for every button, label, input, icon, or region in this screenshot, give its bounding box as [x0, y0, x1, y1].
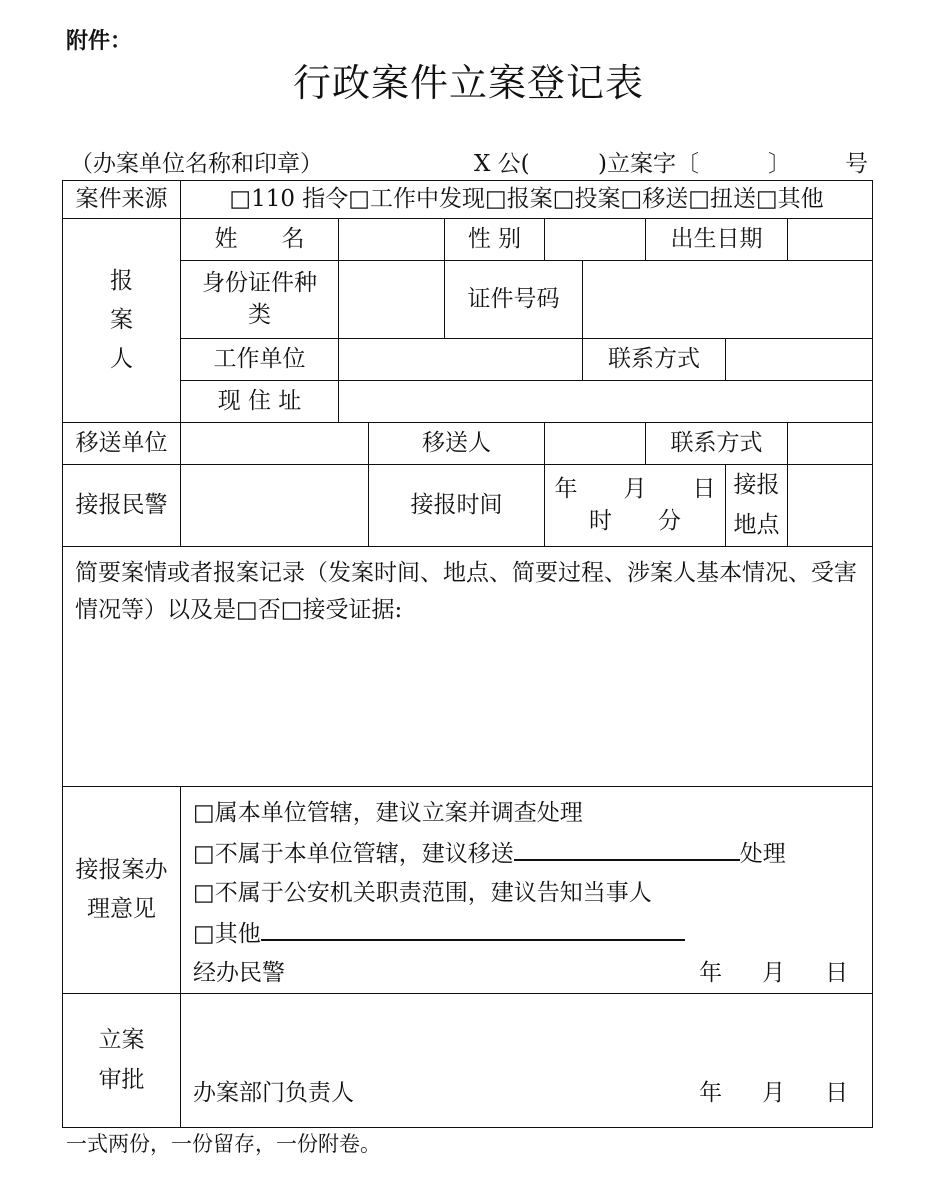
handling-date[interactable]: 年 月 日 — [699, 960, 849, 986]
workplace-field[interactable] — [339, 339, 583, 381]
dept-head-label: 办案部门负责人 — [193, 1079, 354, 1106]
opinion-label: 接报案办理意见 — [63, 787, 181, 994]
reporter-label: 报案人 — [63, 219, 181, 423]
handling-officer-label: 经办民警 — [193, 960, 285, 986]
report-time-label: 接报时间 — [369, 465, 545, 547]
transferer-field[interactable] — [545, 423, 646, 465]
opinion-option-other[interactable]: □其他 — [193, 913, 862, 953]
transferer-label: 移送人 — [369, 423, 545, 465]
address-field[interactable] — [339, 381, 873, 423]
source-label: 案件来源 — [63, 181, 181, 219]
opinion-option-transfer[interactable]: □不属于本单位管辖，建议移送 处理 — [193, 833, 862, 873]
transfer-target-underline[interactable] — [514, 833, 740, 861]
transfer-unit-label: 移送单位 — [63, 423, 181, 465]
form-title: 行政案件立案登记表 — [292, 61, 644, 105]
report-time-field[interactable] — [545, 465, 726, 547]
birth-field[interactable] — [788, 219, 873, 261]
gender-field[interactable] — [545, 219, 646, 261]
opinion-cell — [181, 787, 873, 994]
report-place-field[interactable] — [788, 465, 873, 547]
contact-field[interactable] — [726, 339, 873, 381]
header-unit-seal: （办案单位名称和印章） — [70, 151, 323, 177]
other-underline[interactable] — [261, 913, 685, 941]
contact-label: 联系方式 — [583, 339, 726, 381]
opinion-option-notify[interactable]: □不属于公安机关职责范围，建议告知当事人 — [193, 880, 652, 906]
report-time-hour: 时 分 — [589, 507, 681, 534]
header-x-gong: X 公( — [474, 151, 530, 177]
transfer-contact-field[interactable] — [788, 423, 873, 465]
address-label: 现 住 址 — [181, 381, 339, 423]
gender-label: 性 别 — [445, 219, 545, 261]
id-type-label: 身份证件种类 — [181, 261, 339, 339]
attachment-label: 附件： — [66, 29, 133, 54]
handling-officer-line — [193, 953, 862, 993]
approval-label: 立案审批 — [63, 994, 181, 1128]
birth-label: 出生日期 — [646, 219, 788, 261]
registration-form-table — [62, 180, 873, 1128]
officer-label: 接报民警 — [63, 465, 181, 547]
officer-field[interactable] — [181, 465, 369, 547]
id-number-label: 证件号码 — [445, 261, 583, 339]
transfer-unit-field[interactable] — [181, 423, 369, 465]
name-label: 姓 名 — [181, 219, 339, 261]
transfer-contact-label: 联系方式 — [646, 423, 788, 465]
id-type-field[interactable] — [339, 261, 445, 339]
approval-cell[interactable] — [181, 994, 873, 1128]
case-summary-cell[interactable] — [63, 547, 873, 787]
workplace-label: 工作单位 — [181, 339, 339, 381]
opinion-option-accept[interactable]: □属本单位管辖，建议立案并调查处理 — [193, 800, 583, 826]
report-place-label: 接报地点 — [726, 465, 788, 547]
source-options[interactable]: □110 指令□工作中发现□报案□投案□移送□扭送□其他 — [181, 181, 873, 219]
header-hao: 号 — [845, 151, 868, 177]
report-time-date: 年 月 日 — [554, 476, 716, 503]
approval-date[interactable]: 年 月 日 — [699, 1079, 849, 1106]
header-lian-zi: )立案字〔 〕 — [598, 151, 791, 177]
case-summary-text: 简要案情或者报案记录（发案时间、地点、简要过程、涉案人基本情况、受害情况等）以及是□否□接受证据: — [75, 560, 857, 623]
id-number-field[interactable] — [583, 261, 873, 339]
footer-note: 一式两份，一份留存，一份附卷。 — [66, 1132, 381, 1156]
name-field[interactable] — [339, 219, 445, 261]
